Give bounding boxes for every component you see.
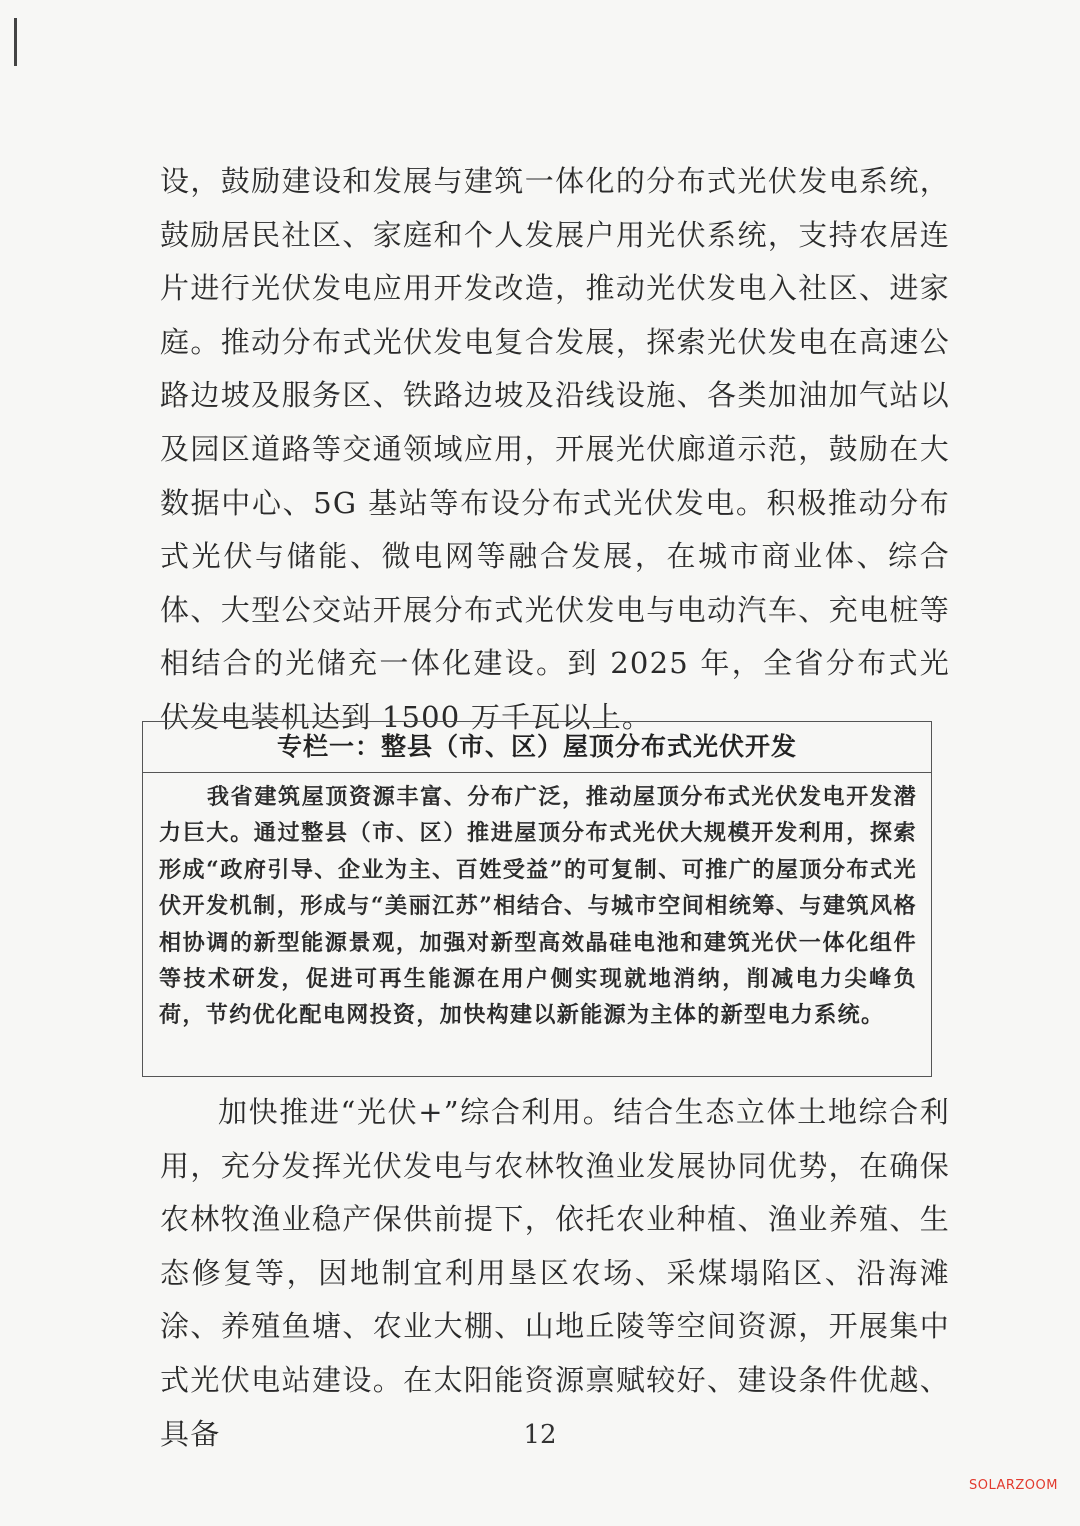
scan-edge-mark [14,18,17,66]
watermark-logo: SOLARZOOM [968,1478,1058,1493]
feature-column-box [142,721,932,1077]
feature-column-title: 专栏一：整县（市、区）屋顶分布式光伏开发 [143,722,931,773]
body-paragraph-1: 设，鼓励建设和发展与建筑一体化的分布式光伏发电系统，鼓励居民社区、家庭和个人发展户用光伏系统，支持农居连片进行光伏发电应用开发改造，推动光伏发电入社区、进家庭。推动分布式光伏发电复合发展，探索光伏发电在高速公路边坡及服务区、铁路边坡及沿线设施、各类加油加气站以及园区道路等交通领域应用，开展光伏廊道示范，鼓励在大数据中心、5G 基站等布设分布式光伏发电。积极推动分布式光伏与储能、微电网等融合发展，在城市商业体、综合体、大型公交站开展分布式光伏发电与电动汽车、充电桩等相结合的光储充一体化建设。到 2025 年，全省分布式光伏发电装机达到 1500 万千瓦以上。 [160,164,950,734]
feature-column-body: 我省建筑屋顶资源丰富、分布广泛，推动屋顶分布式光伏发电开发潜力巨大。通过整县（市、区）推进屋顶分布式光伏大规模开发利用，探索形成“政府引导、企业为主、百姓受益”的可复制、可推广的屋顶分布式光伏开发机制，形成与“美丽江苏”相结合、与城市空间相统筹、与建筑风格相协调的新型能源景观，加强对新型高效晶硅电池和建筑光伏一体化组件等技术研发，促进可再生能源在用户侧实现就地消纳，削减电力尖峰负荷，节约优化配电网投资，加快构建以新能源为主体的新型电力系统。 [159,784,917,1029]
body-paragraph-2: 加快推进“光伏+”综合利用。结合生态立体土地综合利用，充分发挥光伏发电与农林牧渔业发展协同优势，在确保农林牧渔业稳产保供前提下，依托农业种植、渔业养殖、生态修复等，因地制宜利用垦区农场、采煤塌陷区、沿海滩涂、养殖鱼塘、农业大棚、山地丘陵等空间资源，开展集中式光伏电站建设。在太阳能资源禀赋较好、建设条件优越、具备 [160,1095,950,1451]
page-number: 12 [523,1420,557,1450]
